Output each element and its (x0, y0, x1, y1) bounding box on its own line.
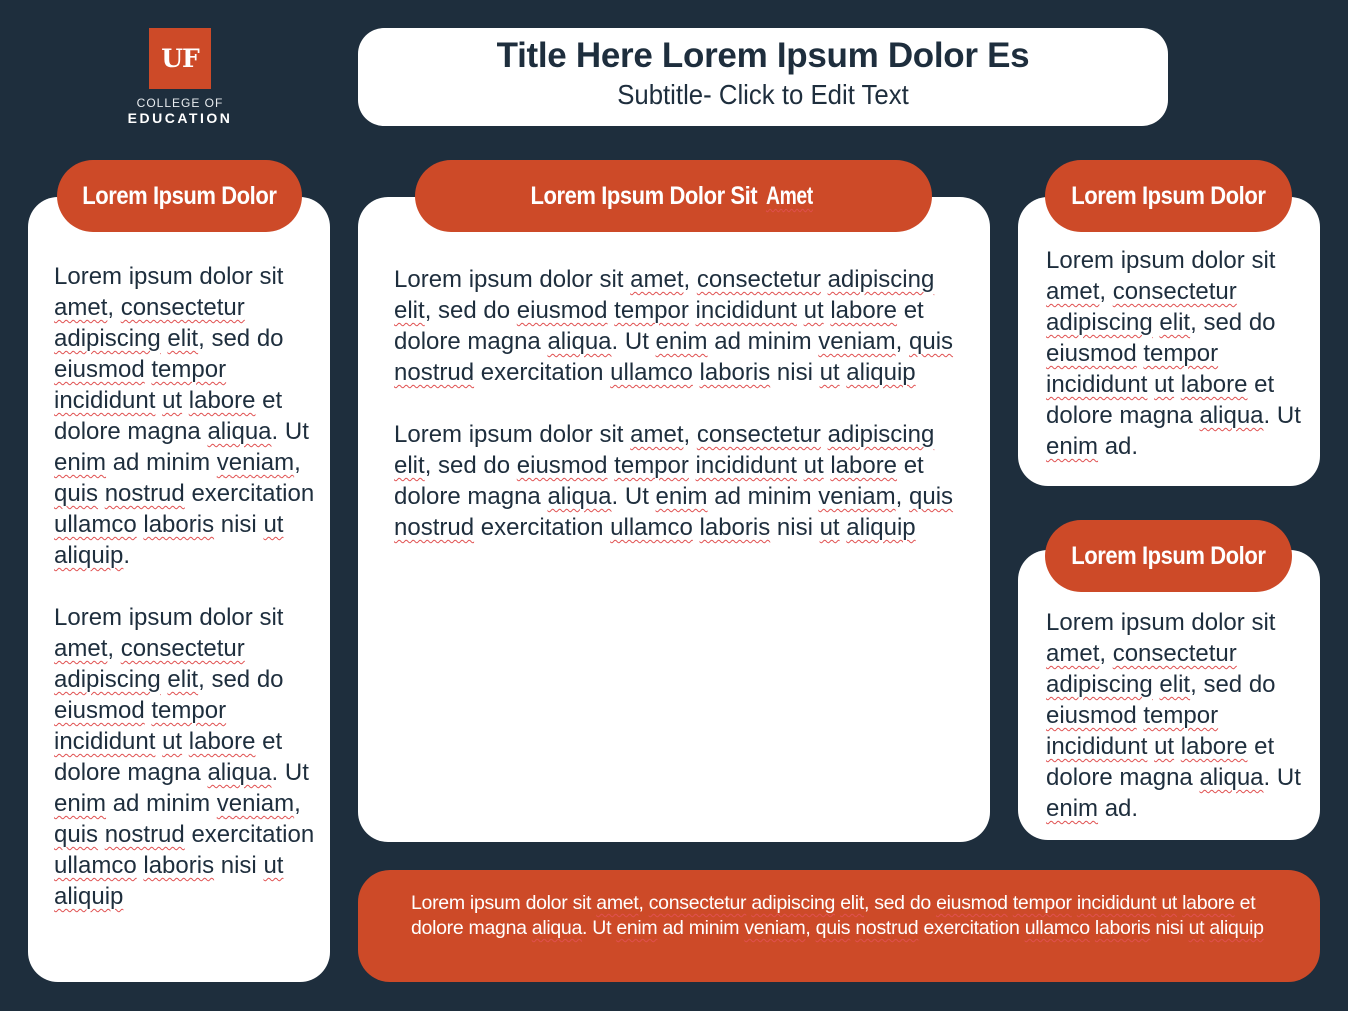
footer-banner-text: Lorem ipsum dolor sit amet, consectetur adipiscing elit, sed do eiusmod tempor incididunt ut labore et dolore magna aliqua. Ut enim ad minim veniam, quis nostrud exercitation ullamco laboris nisi ut aliquip (411, 892, 1264, 939)
spellcheck-flagged-word: amet (54, 294, 108, 321)
spellcheck-flagged-word: ut (819, 514, 840, 541)
spellcheck-flagged-word: aliqua (1199, 764, 1264, 791)
spellcheck-flagged-word: consectetur (1112, 640, 1237, 667)
spellcheck-flagged-word: enim (1046, 795, 1099, 822)
spellcheck-flagged-word: aliqua (547, 328, 612, 355)
spellcheck-flagged-word: laboris (143, 511, 215, 538)
spellcheck-flagged-word: adipiscing (1046, 309, 1153, 336)
spellcheck-flagged-word: ullamco (1024, 917, 1090, 939)
spellcheck-flagged-word: tempor (1143, 702, 1219, 729)
center-panel-heading[interactable] (415, 160, 932, 232)
spellcheck-flagged-word: labore (830, 452, 898, 479)
title-box[interactable] (358, 28, 1168, 126)
uf-college-of-education-logo (118, 28, 242, 126)
spellcheck-flagged-word: incididunt (1046, 371, 1148, 398)
spellcheck-flagged-word: incididunt (1046, 733, 1148, 760)
spellcheck-flagged-word: nostrud (855, 917, 919, 939)
left-panel-paragraph-2: Lorem ipsum dolor sit amet, consectetur adipiscing elit, sed do eiusmod tempor incididunt ut labore et dolore magna aliqua. Ut enim ad minim veniam, quis nostrud exercitation ullamco laboris nisi ut aliquip (54, 604, 315, 910)
spellcheck-flagged-word: eiusmod (516, 297, 608, 324)
spellcheck-flagged-word: elit (1159, 671, 1191, 698)
spellcheck-flagged-word: tempor (151, 356, 227, 383)
right-top-panel-body[interactable] (1046, 245, 1311, 462)
poster-title[interactable]: Title Here Lorem Ipsum Dolor Es (496, 36, 1030, 75)
spellcheck-flagged-word: veniam (818, 483, 896, 510)
spellcheck-flagged-word: ut (1154, 733, 1175, 760)
spellcheck-flagged-word: tempor (1143, 340, 1219, 367)
spellcheck-flagged-word: quis (815, 917, 851, 939)
spellcheck-flagged-word: consectetur (1112, 278, 1237, 305)
spellcheck-flagged-word: enim (655, 328, 708, 355)
spellcheck-flagged-word: quis (909, 483, 954, 510)
spellcheck-flagged-word: labore (1182, 892, 1235, 914)
spellcheck-flagged-word: incididunt (1076, 892, 1157, 914)
spellcheck-flagged-word: eiusmod (54, 697, 145, 724)
spellcheck-flagged-word: amet (1046, 278, 1100, 305)
spellcheck-flagged-word: amet (54, 635, 108, 662)
spellcheck-flagged-word: ut (1154, 371, 1175, 398)
spellcheck-flagged-word: aliqua (1199, 402, 1264, 429)
spellcheck-flagged-word: tempor (151, 697, 227, 724)
uf-logo-mark: UF (149, 28, 211, 89)
spellcheck-flagged-word: consectetur (648, 892, 747, 914)
spellcheck-flagged-word: enim (655, 483, 708, 510)
spellcheck-flagged-word: labore (830, 297, 898, 324)
spellcheck-flagged-word: ut (263, 852, 284, 879)
center-panel-paragraph-2: Lorem ipsum dolor sit amet, consectetur adipiscing elit, sed do eiusmod tempor incididunt ut labore et dolore magna aliqua. Ut enim ad minim veniam, quis nostrud exercitation ullamco laboris nisi ut aliquip (394, 421, 954, 541)
left-panel-body[interactable] (54, 261, 319, 912)
right-top-panel-heading[interactable] (1045, 160, 1292, 232)
spellcheck-flagged-word: tempor (614, 297, 689, 324)
spellcheck-flagged-word: ut (803, 297, 824, 324)
spellcheck-flagged-word: veniam (216, 449, 295, 476)
spellcheck-flagged-word: ut (162, 728, 183, 755)
spellcheck-flagged-word: amet (630, 266, 684, 293)
left-panel-heading-text: Lorem Ipsum Dolor (82, 182, 277, 210)
footer-banner[interactable] (358, 870, 1320, 982)
spellcheck-flagged-word: ut (1188, 917, 1205, 939)
spellcheck-flagged-word: eiusmod (516, 452, 608, 479)
spellcheck-flagged-word: aliquip (846, 359, 916, 386)
center-panel-heading-text: Lorem Ipsum Dolor Sit Amet (531, 160, 817, 232)
spellcheck-flagged-word: adipiscing (54, 325, 161, 352)
right-bottom-panel-heading-text: Lorem Ipsum Dolor (1071, 542, 1266, 570)
spellcheck-flagged-word: labore (188, 387, 256, 414)
spellcheck-flagged-word: consectetur (120, 294, 245, 321)
left-panel-heading[interactable] (57, 160, 302, 232)
right-top-panel-paragraph: Lorem ipsum dolor sit amet, consectetur adipiscing elit, sed do eiusmod tempor incididunt ut labore et dolore magna aliqua. Ut enim ad. (1046, 247, 1301, 460)
spellcheck-flagged-word: quis (909, 328, 954, 355)
spellcheck-flagged-word: ullamco (54, 852, 137, 879)
logo-line-college-of: COLLEGE OF (136, 96, 224, 110)
spellcheck-flagged-word: adipiscing (827, 421, 935, 448)
spellcheck-flagged-word: tempor (614, 452, 689, 479)
poster-subtitle[interactable]: Subtitle- Click to Edit Text (617, 79, 909, 110)
spellcheck-flagged-word: enim (54, 790, 107, 817)
spellcheck-flagged-word: amet (1046, 640, 1100, 667)
spellcheck-flagged-word: ut (803, 452, 824, 479)
spellcheck-flagged-word: ut (263, 511, 284, 538)
center-panel-body[interactable] (394, 264, 964, 543)
spellcheck-flagged-word: adipiscing (54, 666, 161, 693)
spellcheck-flagged-word: ullamco (54, 511, 137, 538)
spellcheck-flagged-word: aliqua (207, 418, 272, 445)
right-top-panel-heading-text: Lorem Ipsum Dolor (1071, 182, 1266, 210)
spellcheck-flagged-word: aliqua (531, 917, 583, 939)
spellcheck-flagged-word: aliquip (846, 514, 916, 541)
spellcheck-flagged-word: amet (596, 892, 639, 914)
spellcheck-flagged-word: laboris (699, 514, 771, 541)
spellcheck-flagged-word: Amet (766, 182, 814, 210)
center-panel-paragraph-1: Lorem ipsum dolor sit amet, consectetur adipiscing elit, sed do eiusmod tempor incididunt ut labore et dolore magna aliqua. Ut enim ad minim veniam, quis nostrud exercitation ullamco laboris nisi ut aliquip (394, 266, 954, 386)
spellcheck-flagged-word: laboris (699, 359, 771, 386)
spellcheck-flagged-word: eiusmod (54, 356, 145, 383)
spellcheck-flagged-word: amet (630, 421, 684, 448)
spellcheck-flagged-word: nostrud (104, 821, 185, 848)
spellcheck-flagged-word: ut (1161, 892, 1178, 914)
spellcheck-flagged-word: aliqua (547, 483, 612, 510)
spellcheck-flagged-word: ullamco (610, 359, 693, 386)
spellcheck-flagged-word: adipiscing (1046, 671, 1153, 698)
spellcheck-flagged-word: consectetur (120, 635, 245, 662)
spellcheck-flagged-word: veniam (744, 917, 806, 939)
spellcheck-flagged-word: veniam (818, 328, 896, 355)
logo-line-education: EDUCATION (127, 110, 233, 126)
spellcheck-flagged-word: eiusmod (1046, 702, 1137, 729)
spellcheck-flagged-word: incididunt (695, 452, 797, 479)
right-bottom-panel-paragraph: Lorem ipsum dolor sit amet, consectetur adipiscing elit, sed do eiusmod tempor incididunt ut labore et dolore magna aliqua. Ut enim ad. (1046, 609, 1301, 822)
spellcheck-flagged-word: aliqua (207, 759, 272, 786)
spellcheck-flagged-word: incididunt (54, 387, 156, 414)
spellcheck-flagged-word: aliquip (54, 883, 124, 910)
spellcheck-flagged-word: ullamco (610, 514, 693, 541)
spellcheck-flagged-word: enim (1046, 433, 1099, 460)
spellcheck-flagged-word: quis (54, 480, 99, 507)
spellcheck-flagged-word: elit (167, 666, 199, 693)
spellcheck-flagged-word: elit (394, 452, 425, 479)
spellcheck-flagged-word: elit (840, 892, 864, 914)
spellcheck-flagged-word: aliquip (1209, 917, 1264, 939)
right-bottom-panel-heading[interactable] (1045, 520, 1292, 592)
spellcheck-flagged-word: ut (819, 359, 840, 386)
spellcheck-flagged-word: adipiscing (751, 892, 836, 914)
spellcheck-flagged-word: adipiscing (827, 266, 935, 293)
spellcheck-flagged-word: elit (167, 325, 199, 352)
spellcheck-flagged-word: tempor (1012, 892, 1072, 914)
spellcheck-flagged-word: consectetur (696, 266, 821, 293)
spellcheck-flagged-word: aliquip (54, 542, 124, 569)
spellcheck-flagged-word: nostrud (394, 359, 475, 386)
spellcheck-flagged-word: quis (54, 821, 99, 848)
spellcheck-flagged-word: elit (394, 297, 425, 324)
spellcheck-flagged-word: consectetur (696, 421, 821, 448)
spellcheck-flagged-word: labore (1180, 733, 1248, 760)
right-bottom-panel-body[interactable] (1046, 607, 1311, 824)
spellcheck-flagged-word: elit (1159, 309, 1191, 336)
spellcheck-flagged-word: laboris (1094, 917, 1151, 939)
spellcheck-flagged-word: labore (188, 728, 256, 755)
spellcheck-flagged-word: nostrud (394, 514, 475, 541)
spellcheck-flagged-word: incididunt (695, 297, 797, 324)
spellcheck-flagged-word: ut (162, 387, 183, 414)
spellcheck-flagged-word: laboris (143, 852, 215, 879)
spellcheck-flagged-word: eiusmod (1046, 340, 1137, 367)
spellcheck-flagged-word: eiusmod (936, 892, 1008, 914)
spellcheck-flagged-word: incididunt (54, 728, 156, 755)
left-panel-paragraph-1: Lorem ipsum dolor sit amet, consectetur adipiscing elit, sed do eiusmod tempor incididunt ut labore et dolore magna aliqua. Ut enim ad minim veniam, quis nostrud exercitation ullamco laboris nisi ut aliquip. (54, 263, 315, 569)
spellcheck-flagged-word: labore (1180, 371, 1248, 398)
spellcheck-flagged-word: enim (616, 917, 658, 939)
spellcheck-flagged-word: enim (54, 449, 107, 476)
spellcheck-flagged-word: veniam (216, 790, 295, 817)
spellcheck-flagged-word: nostrud (104, 480, 185, 507)
